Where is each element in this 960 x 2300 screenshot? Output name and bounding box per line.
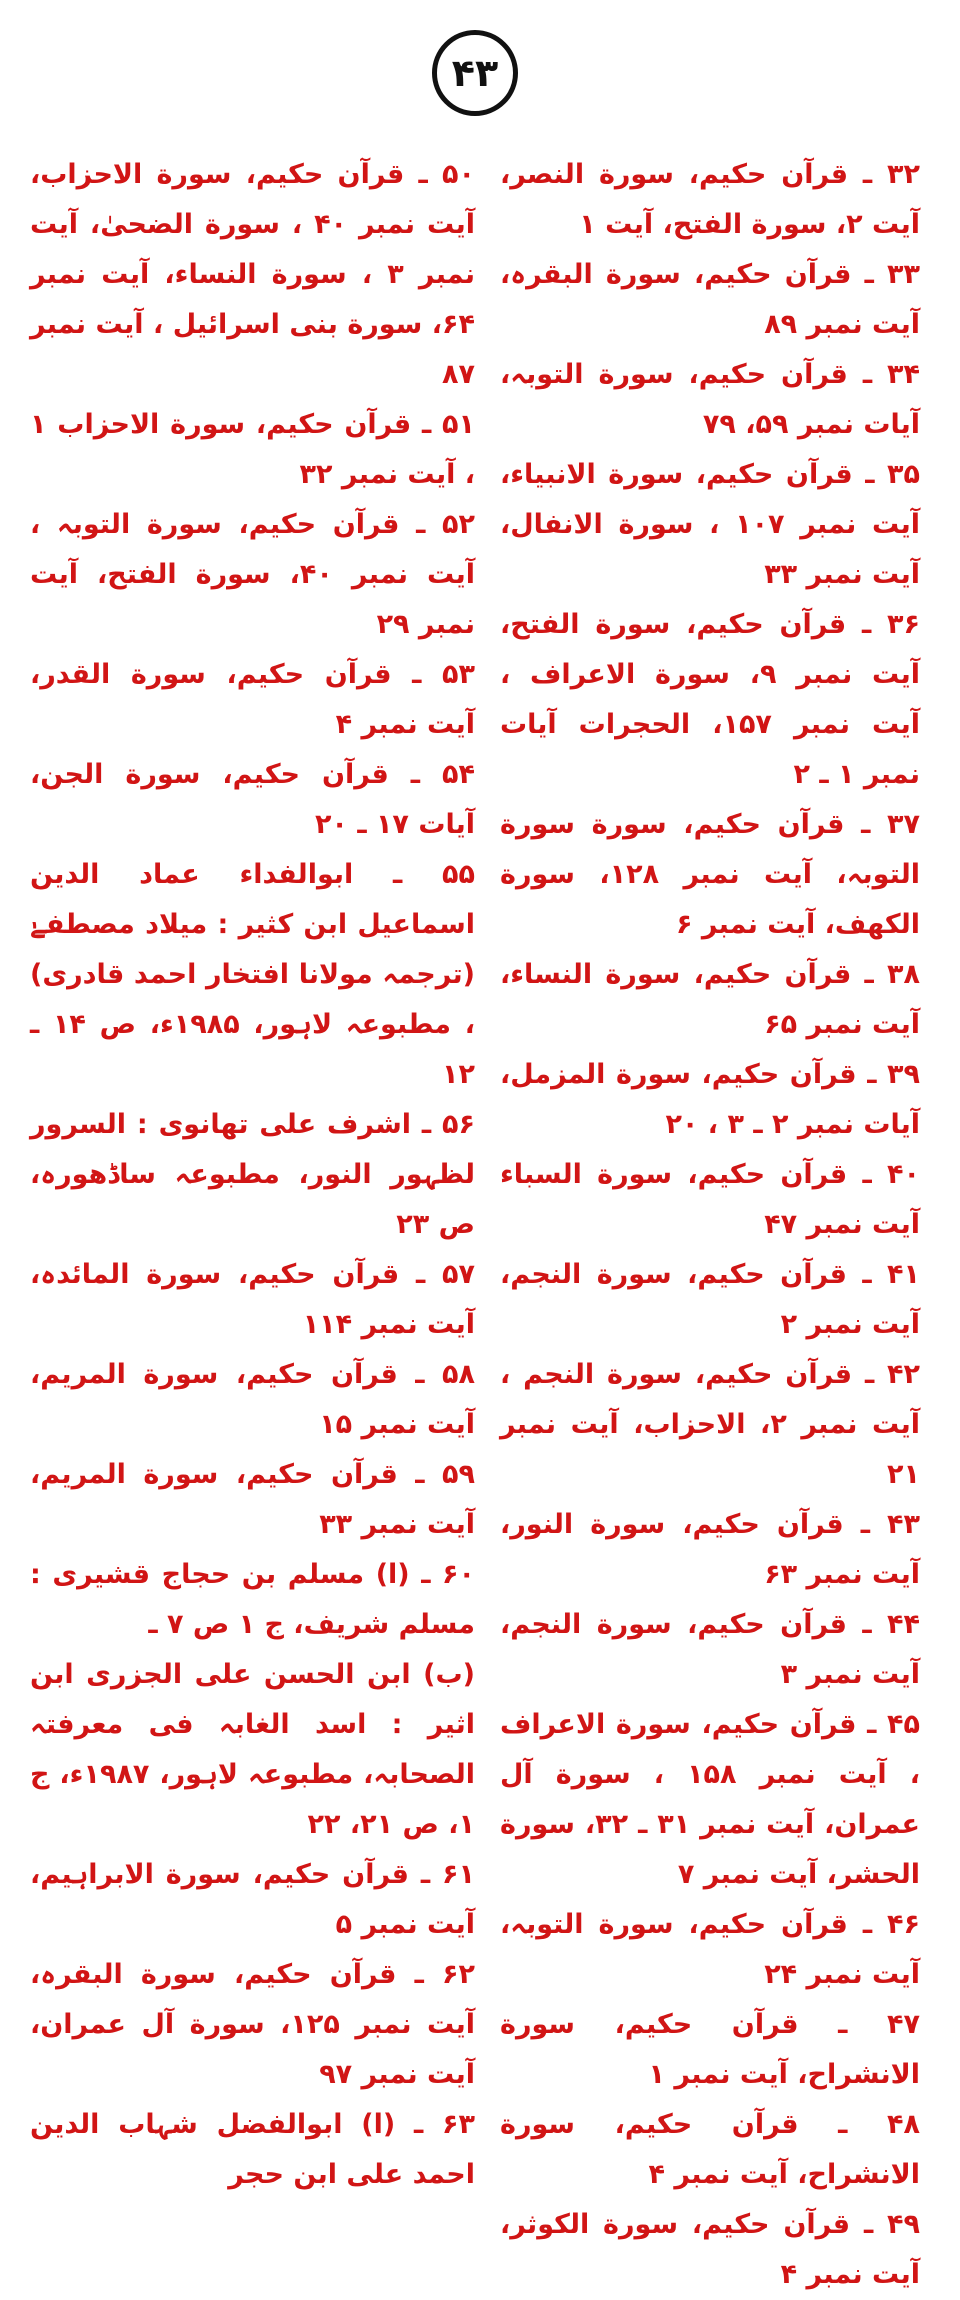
footnote-text: قرآن حکیم، سورة القدر، آیت نمبر ۴ [30,659,475,740]
footnote-text: قرآن حکیم، سورة المریم، آیت نمبر ۱۵ [30,1359,475,1440]
footnote-entry [30,650,475,750]
footnote-entry [500,1250,920,1350]
footnote-text: قرآن حکیم، سورة النصر، آیت ۲، سورة الفتح، آیت ۱ [500,159,920,240]
footnote-number: ۴۱ ـ [862,1259,920,1290]
footnote-number: ۴۴ ـ [862,1609,920,1640]
footnote-text: قرآن حکیم، سورة الابراہیم، آیت نمبر ۵ [30,1859,475,1940]
footnote-number: ۶۰ ـ [421,1559,475,1590]
footnote-entry [500,1350,920,1500]
footnote-entry [30,850,475,1100]
footnote-entry [30,1950,475,2100]
footnote-number: ۳۶ ـ [862,609,920,640]
footnote-number: ۳۹ ـ [867,1059,920,1090]
footnote-number: ۳۴ ـ [862,359,921,390]
footnote-entry [500,600,920,800]
footnote-entry [30,750,475,850]
footnote-text: قرآن حکیم، سورة المزمل، آیات نمبر ۲ ـ ۳ ، ۲۰ [500,1059,920,1140]
footnote-text: قرآن حکیم، سورة التوبہ، آیت نمبر ۲۴ [500,1909,920,1990]
footnote-number: ۴۸ ـ [838,2109,920,2140]
footnote-entry [30,1350,475,1450]
footnote-entry [500,2000,920,2100]
footnote-text: قرآن حکیم، سورة البقرہ، آیت نمبر ۸۹ [500,259,920,340]
footnote-text: قرآن حکیم، سورة النساء، آیت نمبر ۶۵ [500,959,920,1040]
footnote-number: ۵۷ ـ [415,1259,475,1290]
footnote-number: ۴۶ ـ [862,1909,921,1940]
footnote-number: ۴۹ ـ [863,2209,920,2240]
footnote-number: ۴۵ ـ [867,1709,920,1740]
footnote-number: ۳۷ ـ [861,809,921,840]
footnote-entry [500,1500,920,1600]
footnote-text: قرآن حکیم، سورة الاعراف ، آیت نمبر ۱۵۸ ، سورة آل عمران، آیت نمبر ۳۱ ـ ۳۲، سورة الحشر، آیت نمبر ۷ [500,1709,920,1890]
footnote-number: ۵۴ ـ [410,759,475,790]
footnote-entry [30,400,475,500]
footnote-text: قرآن حکیم، سورة السباء آیت نمبر ۴۷ [500,1159,920,1240]
footnote-text: قرآن حکیم، سورة النور، آیت نمبر ۶۳ [500,1509,920,1590]
page-number: ۴۳ [432,30,518,116]
footnote-number: ۴۰ ـ [862,1159,920,1190]
footnote-text: (ا) ابوالفضل شہاب الدین احمد علی ابن حجر [30,2109,475,2190]
footnote-entry [30,1550,475,1650]
footnote-number: ۵۸ ـ [415,1359,475,1390]
footnote-entry [30,1850,475,1950]
footnote-text: قرآن حکیم، سورة المریم، آیت نمبر ۳۳ [30,1459,475,1540]
footnote-number: ۴۲ ـ [864,1359,920,1390]
footnote-entry [500,1150,920,1250]
footnote-entry [500,1600,920,1700]
footnote-number: ۵۶ ـ [421,1109,475,1140]
footnote-number: ۵۲ ـ [416,509,475,540]
footnote-number: ۶۱ ـ [420,1859,475,1890]
footnote-text: قرآن حکیم، سورة النجم، آیت نمبر ۳ [500,1609,920,1690]
left-column [30,150,475,2200]
footnote-text: قرآن حکیم، سورة النجم ، آیت نمبر ۲، الاحزاب، آیت نمبر ۲۱ [500,1359,920,1490]
footnote-entry [500,250,920,350]
footnote-entry [500,1050,920,1150]
footnote-text: اشرف علی تھانوی : السرور لظہور النور، مطبوعہ ساڈھورہ، ص ۲۳ [30,1109,475,1240]
footnote-number: ۳۳ ـ [864,259,920,290]
footnote-number: ۶۳ ـ [414,2109,475,2140]
footnote-number: ۵۵ ـ [393,859,475,890]
footnote-text: (ب) ابن الحسن علی الجزری ابن اثیر : اسد الغابہ فی معرفتہ الصحابہ، مطبوعہ لاہور، ۱۹۸۷ء، ج ۱، ص ۲۱، ۲۲ [30,1659,475,1840]
footnote-text: قرآن حکیم، سورة الکوثر، آیت نمبر ۴ [500,2209,920,2290]
footnote-entry [500,350,920,450]
footnote-text: قرآن حکیم، سورة الانشراح، آیت نمبر ۴ [500,2109,920,2190]
footnote-number: ۶۲ ـ [414,1959,475,1990]
footnote-text: قرآن حکیم، سورة التوبہ ، آیت نمبر ۴۰، سورة الفتح، آیت نمبر ۲۹ [30,509,475,640]
footnote-entry [500,2100,920,2200]
footnote-entry [500,800,920,950]
footnote-entry [30,500,475,650]
right-column [500,150,920,2300]
footnote-entry [500,1700,920,1900]
footnote-text: قرآن حکیم، سورة التوبہ، آیات نمبر ۵۹، ۷۹ [500,359,920,440]
footnote-text: قرآن حکیم، سورة الانشراح، آیت نمبر ۱ [500,2009,920,2090]
footnote-number: ۵۱ ـ [421,409,475,440]
footnote-number: ۵۹ ـ [415,1459,475,1490]
footnote-entry [30,1650,475,1850]
footnote-number: ۵۰ ـ [418,159,475,190]
footnote-entry [500,1900,920,2000]
footnote-entry [500,950,920,1050]
footnote-entry [500,2200,920,2300]
footnote-text: قرآن حکیم، سورة الجن، آیات ۱۷ ـ ۲۰ [30,759,475,840]
footnote-text: قرآن حکیم، سورة الاحزاب ۱ ، آیت نمبر ۳۲ [30,409,475,490]
footnote-number: ۳۸ ـ [864,959,920,990]
footnote-text: قرآن حکیم، سورة النجم، آیت نمبر ۲ [500,1259,920,1340]
footnote-entry [30,1250,475,1350]
footnote-text: قرآن حکیم، سورة المائدہ، آیت نمبر ۱۱۴ [30,1259,475,1340]
footnote-number: ۵۳ ـ [412,659,475,690]
footnote-text: قرآن حکیم، سورة الاحزاب، آیت نمبر ۴۰ ، سورة الضحیٰ، آیت نمبر ۳ ، سورة النساء، آیت نمبر ۶۴، سورة بنی اسرائیل ، آیت نمبر ۸۷ [30,159,475,390]
footnote-entry [500,450,920,600]
footnote-entry [30,1100,475,1250]
footnote-text: (ا) مسلم بن حجاج قشیری : مسلم شریف، ج ۱ ص ۷ ـ [30,1559,475,1640]
footnote-entry [30,150,475,400]
footnote-number: ۳۵ ـ [865,459,920,490]
footnote-text: قرآن حکیم، سورة سورة التوبہ، آیت نمبر ۱۲۸، سورة الکھف، آیت نمبر ۶ [500,809,920,940]
footnote-text: ابوالفداء عماد الدین اسماعیل ابن کثیر : میلاد مصطفےٰ (ترجمہ مولانا افتخار احمد قادری) ، مطبوعہ لاہور، ۱۹۸۵ء، ص ۱۴ ـ ۱۲ [30,859,475,1090]
footnote-text: قرآن حکیم، سورة البقرہ، آیت نمبر ۱۲۵، سورة آل عمران، آیت نمبر ۹۷ [30,1959,475,2090]
footnote-text: قرآن حکیم، سورة الفتح، آیت نمبر ۹، سورة الاعراف ، آیت نمبر ۱۵۷، الحجرات آیات نمبر ۱ ـ ۲ [500,609,920,790]
footnote-number: ۴۳ ـ [860,1509,920,1540]
footnote-entry [30,2100,475,2200]
footnote-entry [500,150,920,250]
footnote-entry [30,1450,475,1550]
footnote-number: ۳۲ ـ [862,159,920,190]
footnote-text: قرآن حکیم، سورة الانبیاء، آیت نمبر ۱۰۷ ، سورة الانفال، آیت نمبر ۳۳ [500,459,920,590]
footnote-number: ۴۷ ـ [838,2009,920,2040]
